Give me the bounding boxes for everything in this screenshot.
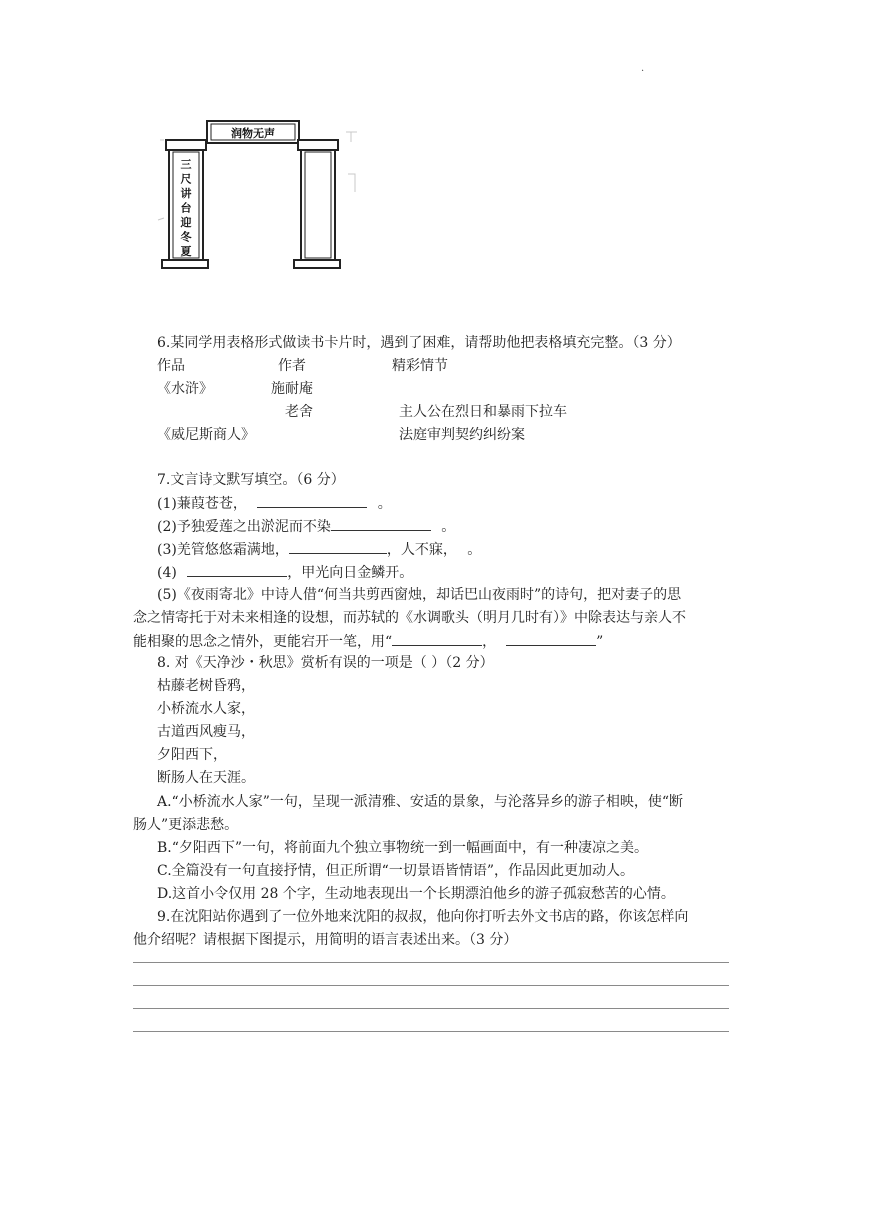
q7-2-end: 。: [441, 519, 456, 535]
q7-1-blank[interactable]: [257, 493, 367, 508]
q8-poem-line: 小桥流水人家，: [157, 701, 255, 717]
answer-line[interactable]: [133, 1031, 729, 1032]
couplet-char: 迎: [180, 216, 192, 229]
q7-4-end: ，甲光向日金鳞开。: [287, 565, 414, 581]
page-mark: ·: [641, 66, 645, 77]
q6-row2-author: 老舍: [285, 404, 313, 420]
q7-2-text: (2)予独爱莲之出淤泥而不染: [157, 519, 331, 535]
q6-row2-plot: 主人公在烈日和暴雨下拉车: [399, 404, 567, 420]
q6-stem: 6.某同学用表格形式做读书卡片时，遇到了困难，请帮助他把表格填充完整。（3 分）: [157, 335, 681, 351]
q6-row3-plot: 法庭审判契约纠纷案: [399, 427, 525, 443]
q6-row3-work: 《威尼斯商人》: [157, 427, 255, 443]
q8-option-a-line1[interactable]: A.“小桥流水人家”一句，呈现一派清雅、安适的景象，与沦落异乡的游子相映，使“断: [157, 794, 684, 810]
q6-row1-author: 施耐庵: [271, 381, 313, 397]
left-pillar-couplet: [180, 158, 193, 258]
q6-row1-work: 《水浒》: [157, 381, 213, 397]
couplet-char: 夏: [180, 245, 192, 258]
q6-header-author: 作者: [278, 358, 306, 374]
right-pillar: [294, 140, 340, 268]
q7-stem: 7.文言诗文默写填空。（6 分）: [157, 472, 345, 488]
answer-line[interactable]: [133, 1008, 729, 1009]
lintel-text: 润物无声: [231, 127, 275, 140]
q8-poem-line: 断肠人在天涯。: [157, 770, 255, 786]
couplet-char: 台: [180, 201, 192, 215]
q7-2-blank[interactable]: [331, 516, 431, 531]
q8-poem-line: 夕阳西下，: [157, 747, 227, 763]
q7-5-blank-b[interactable]: [506, 631, 596, 646]
q8-poem-line: 古道西风瘦马，: [157, 724, 255, 740]
q6-header-work: 作品: [157, 358, 185, 374]
q7-3-text: (3)羌管悠悠霜满地，: [157, 542, 289, 558]
q7-item-3: [157, 539, 481, 560]
couplet-char: 三: [180, 158, 192, 171]
answer-line[interactable]: [133, 962, 729, 963]
q7-item-5-line3: [133, 631, 603, 652]
couplet-char: 尺: [180, 172, 192, 186]
q7-3-end: 。: [467, 542, 482, 558]
gate-figure: [150, 112, 365, 277]
q7-item-2: [157, 516, 455, 537]
q8-stem: 8. 对《天净沙・秋思》赏析有误的一项是（ ）（2 分）: [157, 655, 494, 671]
q7-4-text: (4): [157, 565, 177, 581]
q8-option-a-line2[interactable]: 肠人”更添悲愁。: [133, 817, 239, 833]
q7-1-text: (1)蒹葭苍苍，: [157, 496, 247, 512]
q8-option-d[interactable]: D.这首小令仅用 28 个字，生动地表现出一个长期漂泊他乡的游子孤寂愁苦的心情。: [157, 886, 675, 902]
q7-5-close: ”: [596, 634, 604, 650]
q8-option-c[interactable]: C.全篇没有一句直接抒情，但正所谓“一切景语皆情语”，作品因此更加动人。: [157, 863, 634, 879]
q7-1-end: 。: [377, 496, 392, 512]
q7-5-line1: (5)《夜雨寄北》中诗人借“何当共剪西窗烛，却话巴山夜雨时”的诗句，把对妻子的思: [157, 587, 682, 603]
q6-header-plot: 精彩情节: [392, 358, 448, 374]
q7-5-blank-a[interactable]: [392, 631, 482, 646]
q7-item-4: [157, 562, 413, 583]
couplet-char: 冬: [180, 230, 192, 244]
couplet-char: 讲: [180, 187, 192, 200]
answer-line[interactable]: [133, 985, 729, 986]
q7-4-blank[interactable]: [187, 562, 287, 577]
q8-option-b[interactable]: B.“夕阳西下”一句，将前面九个独立事物统一到一幅画面中，有一种凄凉之美。: [157, 840, 649, 856]
q7-item-1: [157, 493, 392, 514]
q7-5-line2: 念之情寄托于对未来相逢的设想，而苏轼的《水调歌头（明月几时有）》中除表达与亲人不: [133, 610, 686, 626]
q7-3-blank[interactable]: [289, 539, 387, 554]
q8-poem-line: 枯藤老树昏鸦，: [157, 678, 255, 694]
q9-stem-line1: 9.在沈阳站你遇到了一位外地来沈阳的叔叔，他向你打听去外文书店的路，你该怎样向: [157, 909, 689, 925]
lintel-plaque: [207, 121, 299, 143]
q7-5-line3-text: 能相聚的思念之情外，更能宕开一笔，用“: [133, 634, 393, 650]
q7-3-mid: ，人不寐，: [386, 542, 457, 558]
q9-stem-line2: 他介绍呢？请根据下图提示，用简明的语言表述出来。（3 分）: [133, 932, 518, 948]
q7-5-sep: ，: [482, 634, 497, 650]
